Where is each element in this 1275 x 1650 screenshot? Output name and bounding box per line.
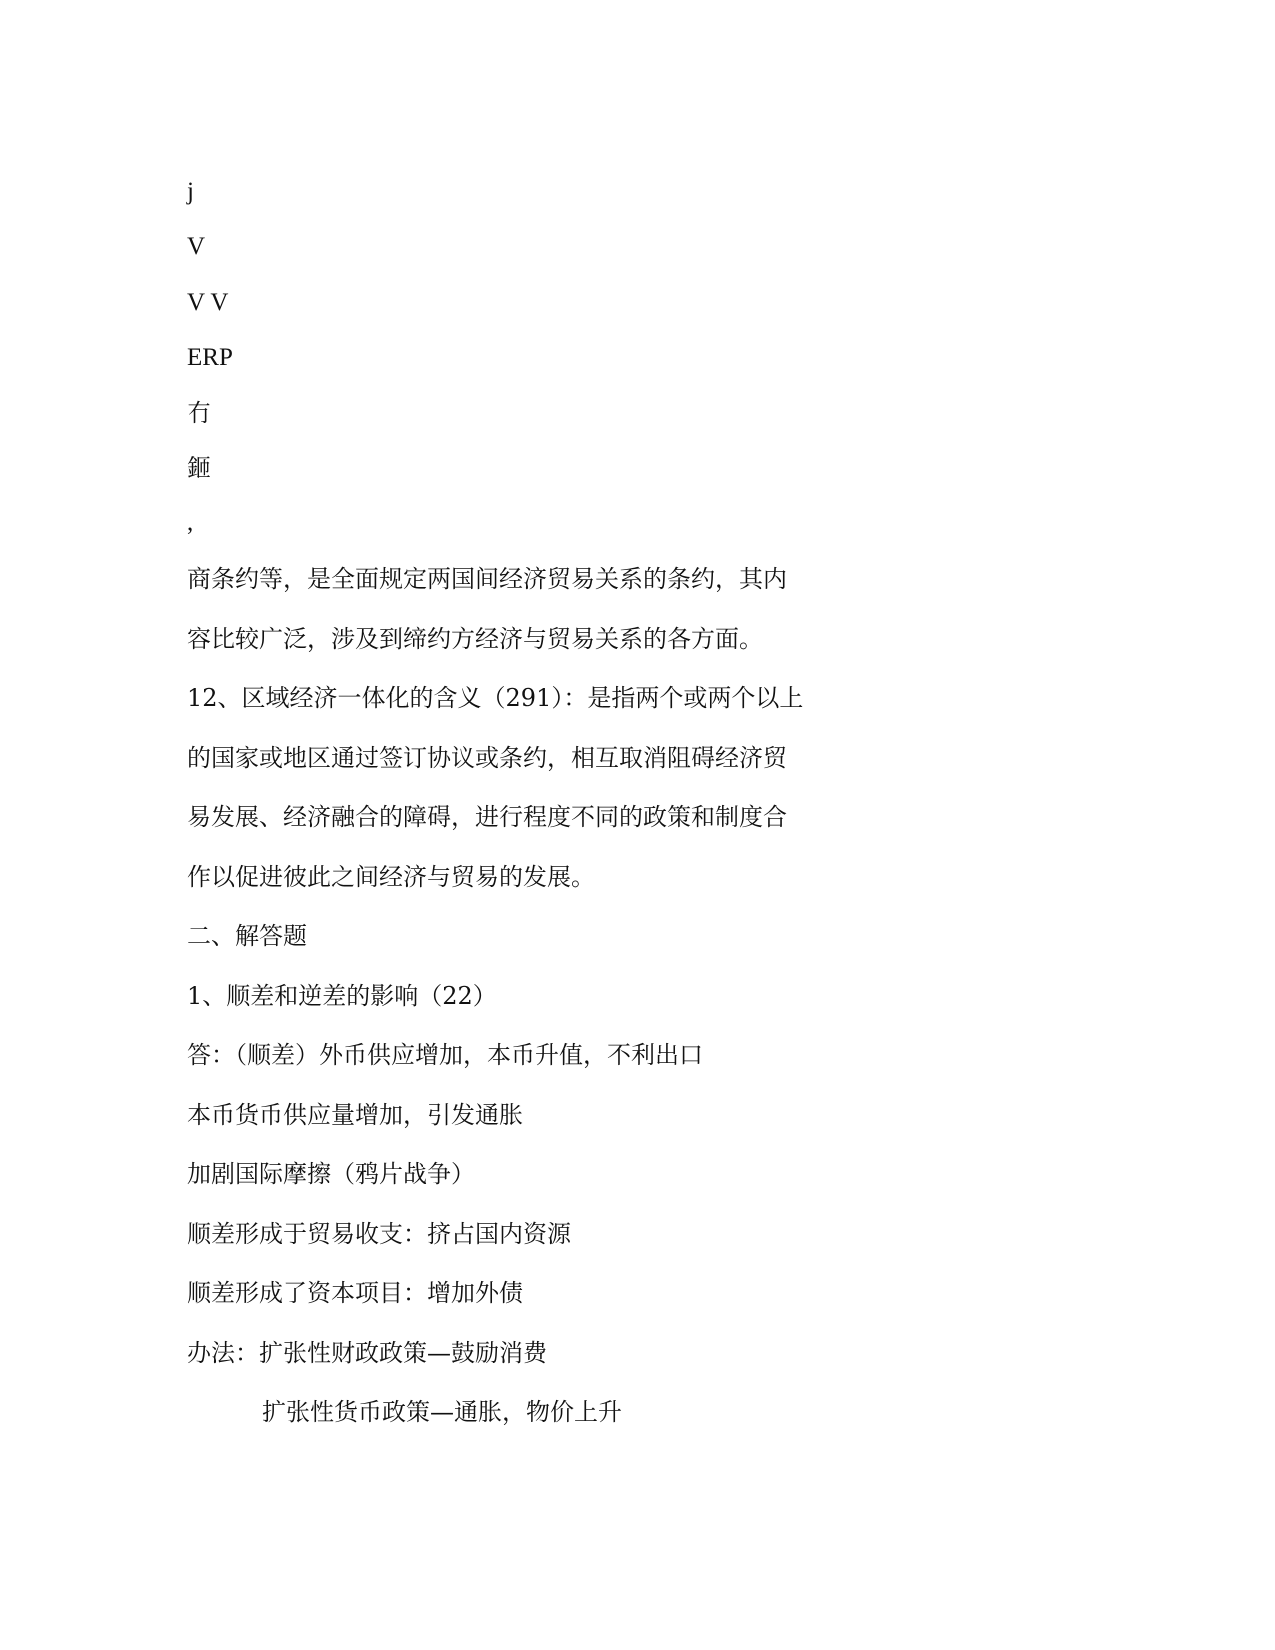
section-heading: 二、解答题 <box>187 922 307 950</box>
text-line-8: 商条约等，是全面规定两国间经济贸易关系的条约，其内 <box>187 565 787 593</box>
answer-line-7: 扩张性货币政策—通胀，物价上升 <box>262 1398 622 1426</box>
text-line-6: 鉔 <box>187 454 211 482</box>
text-line-3: V V <box>187 289 229 316</box>
text-line-1: j <box>187 178 194 205</box>
text-line-11: 的国家或地区通过签订协议或条约，相互取消阻碍经济贸 <box>187 744 787 772</box>
text-line-4: ERP <box>187 344 233 371</box>
answer-line-4: 顺差形成于贸易收支：挤占国内资源 <box>187 1220 571 1248</box>
text-line-5: 冇 <box>187 399 211 427</box>
text-line-12: 易发展、经济融合的障碍，进行程度不同的政策和制度合 <box>187 803 787 831</box>
text-line-9: 容比较广泛，涉及到缔约方经济与贸易关系的各方面。 <box>187 625 763 653</box>
answer-line-3: 加剧国际摩擦（鸦片战争） <box>187 1160 475 1188</box>
answer-line-2: 本币货币供应量增加，引发通胀 <box>187 1101 523 1129</box>
text-line-13: 作以促进彼此之间经济与贸易的发展。 <box>187 863 595 891</box>
question-title: 1、顺差和逆差的影响（22） <box>187 982 497 1010</box>
answer-line-5: 顺差形成了资本项目：增加外债 <box>187 1279 523 1307</box>
text-line-2: V <box>187 233 206 260</box>
answer-line-1: 答：（顺差）外币供应增加，本币升值，不利出口 <box>187 1041 703 1069</box>
text-line-10: 12、区域经济一体化的含义（291）：是指两个或两个以上 <box>187 684 804 712</box>
answer-line-6: 办法：扩张性财政政策—鼓励消费 <box>187 1339 547 1367</box>
text-line-7: , <box>187 509 194 536</box>
